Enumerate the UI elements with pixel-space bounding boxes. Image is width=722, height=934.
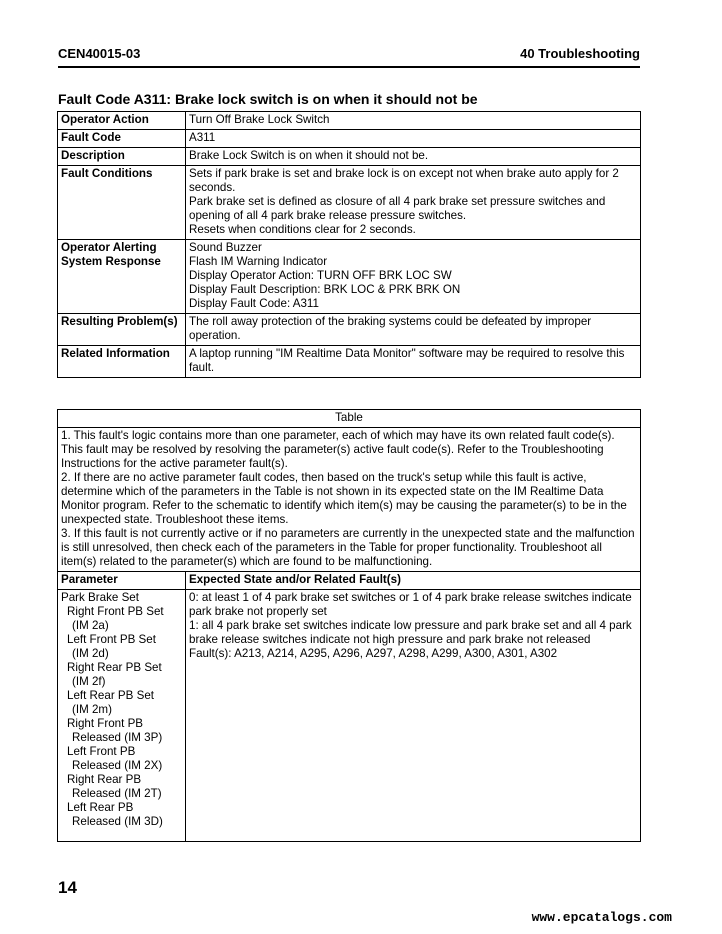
column-header-parameter: Parameter	[58, 572, 186, 590]
parameter-cell	[58, 590, 186, 842]
row-label: Related Information	[58, 346, 186, 378]
expected-state-line: 0: at least 1 of 4 park brake set switches or 1 of 4 park brake release switches indicate park brake not properly set	[189, 591, 632, 618]
switch-name: Right Rear PB	[67, 773, 142, 786]
switch-name: Left Front PB Set	[67, 633, 156, 646]
switch-code: (IM 2f)	[72, 675, 106, 688]
parameter-table	[57, 409, 641, 842]
row-value	[186, 240, 641, 314]
fault-row-description	[58, 148, 641, 166]
expected-state-cell	[186, 590, 641, 842]
fault-table	[57, 111, 641, 378]
instructions-cell	[58, 428, 641, 572]
fault-row-alerting-response	[58, 240, 641, 314]
fault-row-conditions	[58, 166, 641, 240]
row-value	[186, 148, 641, 166]
related-faults: Fault(s): A213, A214, A295, A296, A297, A298, A299, A300, A301, A302	[189, 647, 558, 660]
fault-row-related-information	[58, 346, 641, 378]
row-line: Sound Buzzer	[189, 241, 262, 254]
fault-row-fault-code	[58, 130, 641, 148]
fault-row-operator-action	[58, 112, 641, 130]
section-title-header: 40 Troubleshooting	[520, 46, 640, 61]
column-header-row	[58, 572, 641, 590]
row-line: Turn Off Brake Lock Switch	[189, 113, 330, 126]
instruction-item: 3. If this fault is not currently active or if no parameters are currently in the unexpected state and the malfunction is still unresolved, then check each of the parameters in the Table for proper functionality. Troubleshoot all item(s) related to the parameter(s) which are found to be malfunctioning.	[61, 527, 635, 568]
row-value	[186, 130, 641, 148]
row-line: A311	[189, 131, 216, 144]
instructions-row	[58, 428, 641, 572]
row-line: Park brake set is defined as closure of all 4 park brake set pressure switches and opening of all 4 park brake release pressure switches.	[189, 195, 606, 222]
fault-title: Fault Code A311: Brake lock switch is on when it should not be	[58, 91, 478, 107]
switch-name: Right Front PB	[67, 717, 144, 730]
row-value	[186, 346, 641, 378]
switch-name: Left Front PB	[67, 745, 136, 758]
row-line: Display Fault Description: BRK LOC & PRK BRK ON	[189, 283, 461, 296]
row-value	[186, 166, 641, 240]
row-label: Operator Alerting System Response	[58, 240, 186, 314]
instruction-item: 1. This fault's logic contains more than one parameter, each of which may have its own related fault code(s). This fault may be resolved by resolving the parameter(s) active fault code(s). Refer to the Troubleshooting Instructions for the active parameter fault(s).	[61, 429, 615, 470]
instruction-item: 2. If there are no active parameter fault codes, then based on the truck's setup while this fault is active, determine which of the parameters in the Table is not shown in its expected state on the IM Realtime Data Monitor program. Refer to the schematic to identify which item(s) may be causing the parameter(s) to be in the unexpected state. Troubleshoot these items.	[61, 471, 627, 526]
watermark: www.epcatalogs.com	[531, 910, 672, 925]
row-label: Fault Code	[58, 130, 186, 148]
row-line: Flash IM Warning Indicator	[189, 255, 328, 268]
switch-code: (IM 2m)	[72, 703, 112, 716]
row-line: Resets when conditions clear for 2 seconds.	[189, 223, 416, 236]
row-label: Resulting Problem(s)	[58, 314, 186, 346]
row-value	[186, 314, 641, 346]
row-value	[186, 112, 641, 130]
switch-code: Released (IM 3D)	[72, 815, 163, 828]
row-line: Brake Lock Switch is on when it should not be.	[189, 149, 429, 162]
row-line: Display Operator Action: TURN OFF BRK LOC SW	[189, 269, 452, 282]
parameter-row	[58, 590, 641, 842]
row-line: Display Fault Code: A311	[189, 297, 319, 310]
switch-name: Left Rear PB	[67, 801, 134, 814]
fault-row-resulting-problems	[58, 314, 641, 346]
page-number: 14	[58, 878, 77, 897]
row-label: Fault Conditions	[58, 166, 186, 240]
switch-code: Released (IM 2X)	[72, 759, 163, 772]
row-label: Description	[58, 148, 186, 166]
header-rule	[58, 66, 640, 68]
row-line: The roll away protection of the braking systems could be defeated by improper operation.	[189, 315, 592, 342]
row-line: A laptop running "IM Realtime Data Monitor" software may be required to resolve this fault.	[189, 347, 625, 374]
switch-code: (IM 2a)	[72, 619, 109, 632]
switch-code: Released (IM 2T)	[72, 787, 162, 800]
column-header-expected: Expected State and/or Related Fault(s)	[186, 572, 641, 590]
parameter-name: Park Brake Set	[61, 591, 139, 604]
row-line: Sets if park brake is set and brake lock is on except not when brake auto apply for 2 seconds.	[189, 167, 619, 194]
table-caption: Table	[58, 410, 641, 428]
switch-name: Left Rear PB Set	[67, 689, 154, 702]
switch-name: Right Rear PB Set	[67, 661, 162, 674]
expected-state-line: 1: all 4 park brake set switches indicate low pressure and park brake set and all 4 park brake release switches indicate not high pressure and park brake not released	[189, 619, 632, 646]
switch-code: Released (IM 3P)	[72, 731, 163, 744]
table-caption-row	[58, 410, 641, 428]
row-label: Operator Action	[58, 112, 186, 130]
switch-code: (IM 2d)	[72, 647, 109, 660]
document-code: CEN40015-03	[58, 46, 141, 61]
switch-name: Right Front PB Set	[67, 605, 164, 618]
